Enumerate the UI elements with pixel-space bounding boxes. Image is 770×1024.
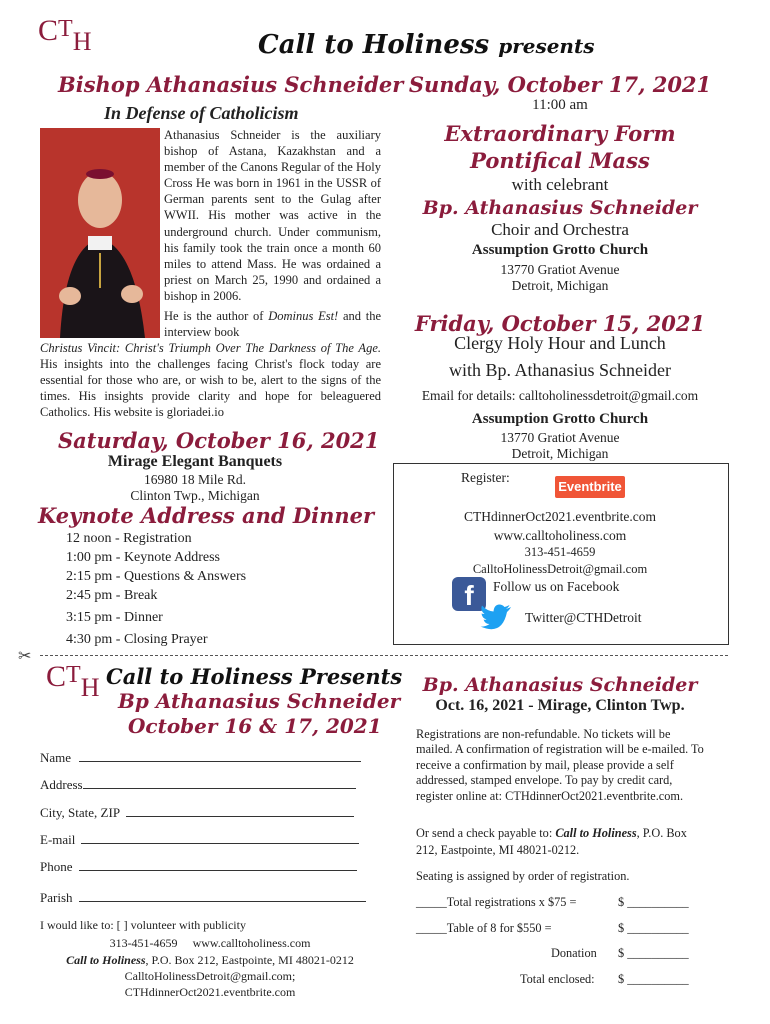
form-speaker: Bp Athanasius Schneider (118, 689, 401, 713)
form-title: Call to Holiness Presents (106, 664, 403, 689)
bio-name: Bishop Athanasius Schneider (58, 72, 404, 97)
sunday-time: 11:00 am (532, 97, 588, 113)
friday-event2: with Bp. Athanasius Schneider (449, 360, 671, 380)
sunday-celebrant: Bp. Athanasius Schneider (422, 197, 698, 219)
amount-table[interactable]: $ __________ (618, 921, 689, 935)
eventbrite-logo[interactable]: Eventbrite (555, 476, 625, 498)
bio-text-1: Athanasius Schneider is the auxiliary bishop of Astana, Kazakhstan and a member of the Canons Regular of the Holy Cross He was born in 1961 in the USSR of German parents sent to the Gulag after WWII. His mother was active in the underground church. Under communism, his family took the train once a month 60 miles to attend Mass. He was ordained a priest on March 25, 1990 and ordained a bishop in 2006. (164, 128, 381, 303)
keynote-title: Keynote Address and Dinner (38, 503, 375, 528)
amount-registrations[interactable]: $ __________ (618, 895, 689, 909)
donation-label: Donation (551, 946, 597, 960)
header-title: Call to Holiness presents (258, 30, 595, 60)
schedule-item: 3:15 pm - Dinner (66, 610, 163, 625)
schedule-item: 2:45 pm - Break (66, 588, 158, 603)
table-of-8[interactable]: _____Table of 8 for $550 = (416, 921, 552, 935)
schedule-item: 12 noon - Registration (66, 531, 192, 546)
register-url2[interactable]: www.calltoholiness.com (493, 528, 627, 543)
twitter-text[interactable]: Twitter@CTHDetroit (525, 610, 642, 625)
facebook-icon[interactable]: f (452, 577, 486, 611)
friday-email: Email for details: calltoholinessdetroit@gmail.com (421, 388, 699, 403)
schedule-item: 1:00 pm - Keynote Address (66, 550, 220, 565)
field-address[interactable]: Address (40, 777, 356, 793)
total-enclosed-label: Total enclosed: (520, 972, 595, 986)
saturday-venue: Mirage Elegant Banquets (107, 453, 283, 470)
bio-text-2b: Christus Vincit: Christ's Triumph Over The Darkness of The Age. His insights into the challenges facing Christ's flock today are essential for those who are, or wish to be, alert to the signs of the times. His insights provide clarity and hope for beleaguered Catholics. His website is gloriadei.io (40, 341, 381, 420)
schedule-item: 4:30 pm - Closing Prayer (66, 632, 208, 647)
friday-address2: Detroit, Michigan (511, 446, 609, 461)
sunday-music: Choir and Orchestra (491, 220, 629, 239)
form-dates: October 16 & 17, 2021 (128, 714, 382, 738)
scissors-icon: ✂ (18, 648, 32, 665)
saturday-address2: Clinton Twp., Michigan (130, 488, 260, 503)
field-parish[interactable]: Parish (40, 890, 366, 906)
volunteer-option[interactable]: I would like to: [ ] volunteer with publicity (40, 918, 246, 932)
saturday-address1: 16980 18 Mile Rd. (143, 472, 246, 487)
friday-address1: 13770 Gratiot Avenue (500, 430, 620, 445)
total-registrations[interactable]: _____Total registrations x $75 = (416, 895, 577, 909)
register-email[interactable]: CalltoHolinessDetroit@gmail.com (472, 562, 648, 576)
form-right-speaker: Bp. Athanasius Schneider (422, 674, 698, 696)
register-phone: 313-451-4659 (524, 545, 596, 559)
bio-text-2a: He is the author of Dominus Est! and the interview book (164, 309, 382, 340)
form-right-date: Oct. 16, 2021 - Mirage, Clinton Twp. (435, 697, 685, 714)
sunday-event: Extraordinary Form Pontifical Mass (444, 121, 676, 173)
schedule-item: 2:15 pm - Questions & Answers (66, 569, 247, 584)
friday-date: Friday, October 15, 2021 (414, 311, 706, 336)
sunday-with: with celebrant (511, 175, 609, 194)
saturday-date: Saturday, October 16, 2021 (58, 428, 380, 453)
cth-logo: CTH (38, 14, 92, 56)
friday-event1: Clergy Holy Hour and Lunch (454, 333, 666, 353)
form-contact-line1: 313-451-4659 www.calltoholiness.com (109, 936, 311, 950)
form-contact-url: CTHdinnerOct2021.eventbrite.com (124, 985, 296, 999)
sunday-address2: Detroit, Michigan (511, 278, 609, 293)
field-name[interactable]: Name (40, 750, 361, 766)
cut-line (40, 655, 728, 656)
check-text: Or send a check payable to: Call to Holiness, P.O. Box 212, Eastpointe, MI 48021-0212. (416, 826, 687, 857)
sunday-venue: Assumption Grotto Church (471, 242, 649, 258)
amount-donation[interactable]: $ __________ (618, 946, 689, 960)
field-city-state-zip[interactable]: City, State, ZIP (40, 805, 354, 821)
amount-total[interactable]: $ __________ (618, 972, 689, 986)
policy-text: Registrations are non-refundable. No tickets will be mailed. A confirmation of registration will be e-mailed. To receive a confirmation by mail, please provide a self addressed, stamped envelope. To pay by credit card, register online at: CTHdinnerOct2021.eventbrite.com. (416, 727, 704, 803)
sunday-date: Sunday, October 17, 2021 (408, 72, 712, 97)
field-phone[interactable]: Phone (40, 859, 357, 875)
sunday-address1: 13770 Gratiot Avenue (500, 262, 620, 277)
friday-venue: Assumption Grotto Church (471, 411, 649, 427)
form-contact-line2: Call to Holiness, P.O. Box 212, Eastpointe, MI 48021-0212 (66, 953, 354, 967)
form-cth-logo: CTH (46, 660, 100, 702)
register-url1[interactable]: CTHdinnerOct2021.eventbrite.com (464, 509, 656, 524)
schedule-list (66, 529, 246, 649)
bio-subtitle: In Defense of Catholicism (104, 103, 299, 123)
form-contact-email: CalltoHolinessDetroit@gmail.com; (124, 969, 296, 983)
bishop-photo (40, 128, 160, 338)
field-email[interactable]: E-mail (40, 832, 359, 848)
twitter-icon[interactable] (480, 604, 512, 630)
seating-text: Seating is assigned by order of registration. (416, 869, 630, 883)
facebook-text[interactable]: Follow us on Facebook (493, 579, 620, 594)
register-label: Register: (461, 470, 510, 485)
